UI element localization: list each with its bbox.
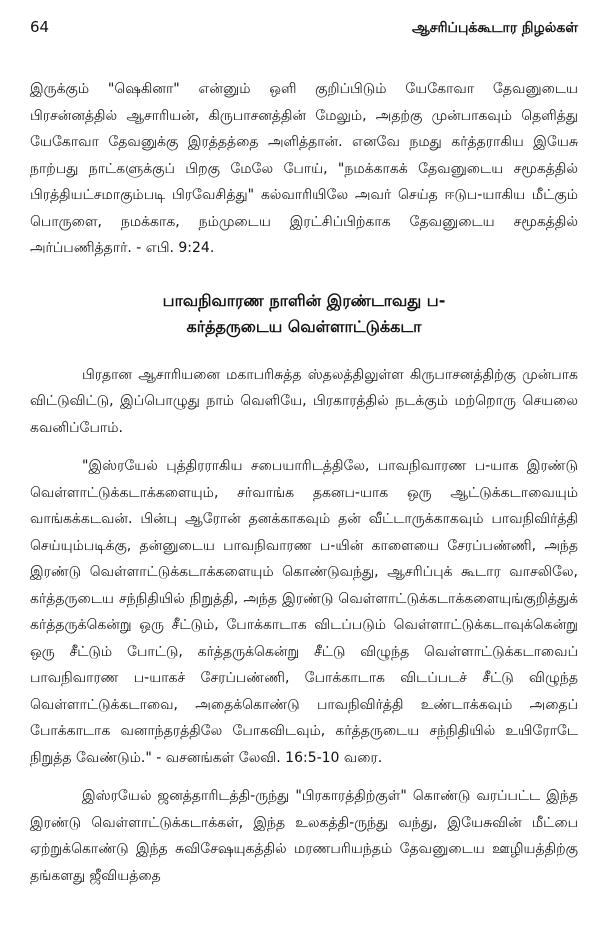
- section-heading-line-1: பாவநிவாரண நாளின் இரண்டாவது ப-: [162, 290, 446, 310]
- page-number: 64: [30, 18, 50, 36]
- scripture-quote-paragraph: "இஸ்ரயேல் புத்திரராகிய சபையாரிடத்திலே, பாவநிவாரண ப-யாக இரண்டு வெள்ளாட்டுக்கடாக்களையும், சர்வாங்க தகனப-யாக ஒரு ஆட்டுக்கடாவையும் வாங்கக்கடவன். பின்பு ஆரோன் தனக்காகவும் தன் வீட்டாருக்காகவும் பாவநிவிர்த்தி செய்யும்படிக்கு, தன்னுடைய பாவநிவாரண ப-யின் காளையை சேரப்பண்ணி, அந்த இரண்டு வெள்ளாட்டுக்கடாக்களையும் கொண்டுவந்து, ஆசரிப்புக் கூடார வாசலிலே, கர்த்தருடைய சந்நிதியில் நிறுத்தி, அந்த இரண்டு வெள்ளாட்டுக்கடாக்களையுங்குறித்துக் கர்த்தருக்கென்று ஒரு சீட்டும், போக்காடாக விடப்படும் வெள்ளாட்டுக்கடாவுக்கென்று ஒரு சீட்டும் போட்டு, கர்த்தருக்கென்று சீட்டு விழுந்த வெள்ளாட்டுக்கடாவைப் பாவநிவாரண ப-யாகச் சேரப்பண்ணி, போக்காடாக விடப்படச் சீட்டு விழுந்த வெள்ளாட்டுக்கடாவை, அதைக்கொண்டு பாவநிவிர்த்தி உண்டாக்கவும் அதைப் போக்காடாக வனாந்தரத்திலே போகவிடவும், கர்த்தருடைய சந்நிதியில் உயிரோடே நிறுத்த வேண்டும்." - வசனங்கள் லேவி. 16:5-10 வரை.: [30, 458, 578, 766]
- paragraph-explanation: இஸ்ரயேல் ஜனத்தாரிடத்தி-ருந்து "பிரகாரத்திற்குள்" கொண்டு வரப்பட்ட இந்த இரண்டு வெள்ளாட்டுக்கடாக்கள், இந்த உலகத்தி-ருந்து வந்து, இயேசுவின் மீட்பை ஏற்றுக்கொண்டு இந்த சுவிசேஷயுகத்தில் மரணபரியந்தம் தேவனுடைய ஊழியத்திற்கு தங்களது ஜீவியத்தை: [30, 788, 578, 884]
- paragraph-continuation: இருக்கும் "ஷெகினா" என்னும் ஒளி குறிப்பிடும் யேகோவா தேவனுடைய பிரசன்னத்தில் ஆசாரியன், கிருபாசனத்தின் மேலும், அதற்கு முன்பாகவும் தெளித்து யேகோவா தேவனுக்கு இரத்தத்தை அளித்தான். எனவே நமது கர்த்தராகிய இயேசு நாற்பது நாட்களுக்குப் பிறகு மேலே போய், "நமக்காகக் தேவனுடைய சமூகத்தில் பிரத்தியட்சமாகும்படி பிரவேசித்து" கல்வாரியிலே அவர் செய்த ஈடுப-யாகிய மீட்கும் பொருளை, நமக்காக, நம்முடைய இரட்சிப்பிற்காக தேவனுடைய சமூகத்தில் அர்ப்பணித்தார். - எபி. 9:24.: [30, 81, 578, 256]
- page-header: [30, 18, 578, 56]
- section-heading: [30, 288, 578, 340]
- paragraph-intro: பிரதான ஆசாரியனை மகாபரிசுத்த ஸ்தலத்திலுள்ள கிருபாசனத்திற்கு முன்பாக விட்டுவிட்டு, இப்பொழுது நாம் வெளியே, பிரகாரத்தில் நடக்கும் மற்றொரு செயலை கவனிப்போம்.: [30, 366, 578, 436]
- running-title: ஆசரிப்புக்கூடார நிழல்கள்: [412, 20, 578, 36]
- section-heading-line-2: கர்த்தருடைய வெள்ளாட்டுக்கடா: [186, 316, 422, 336]
